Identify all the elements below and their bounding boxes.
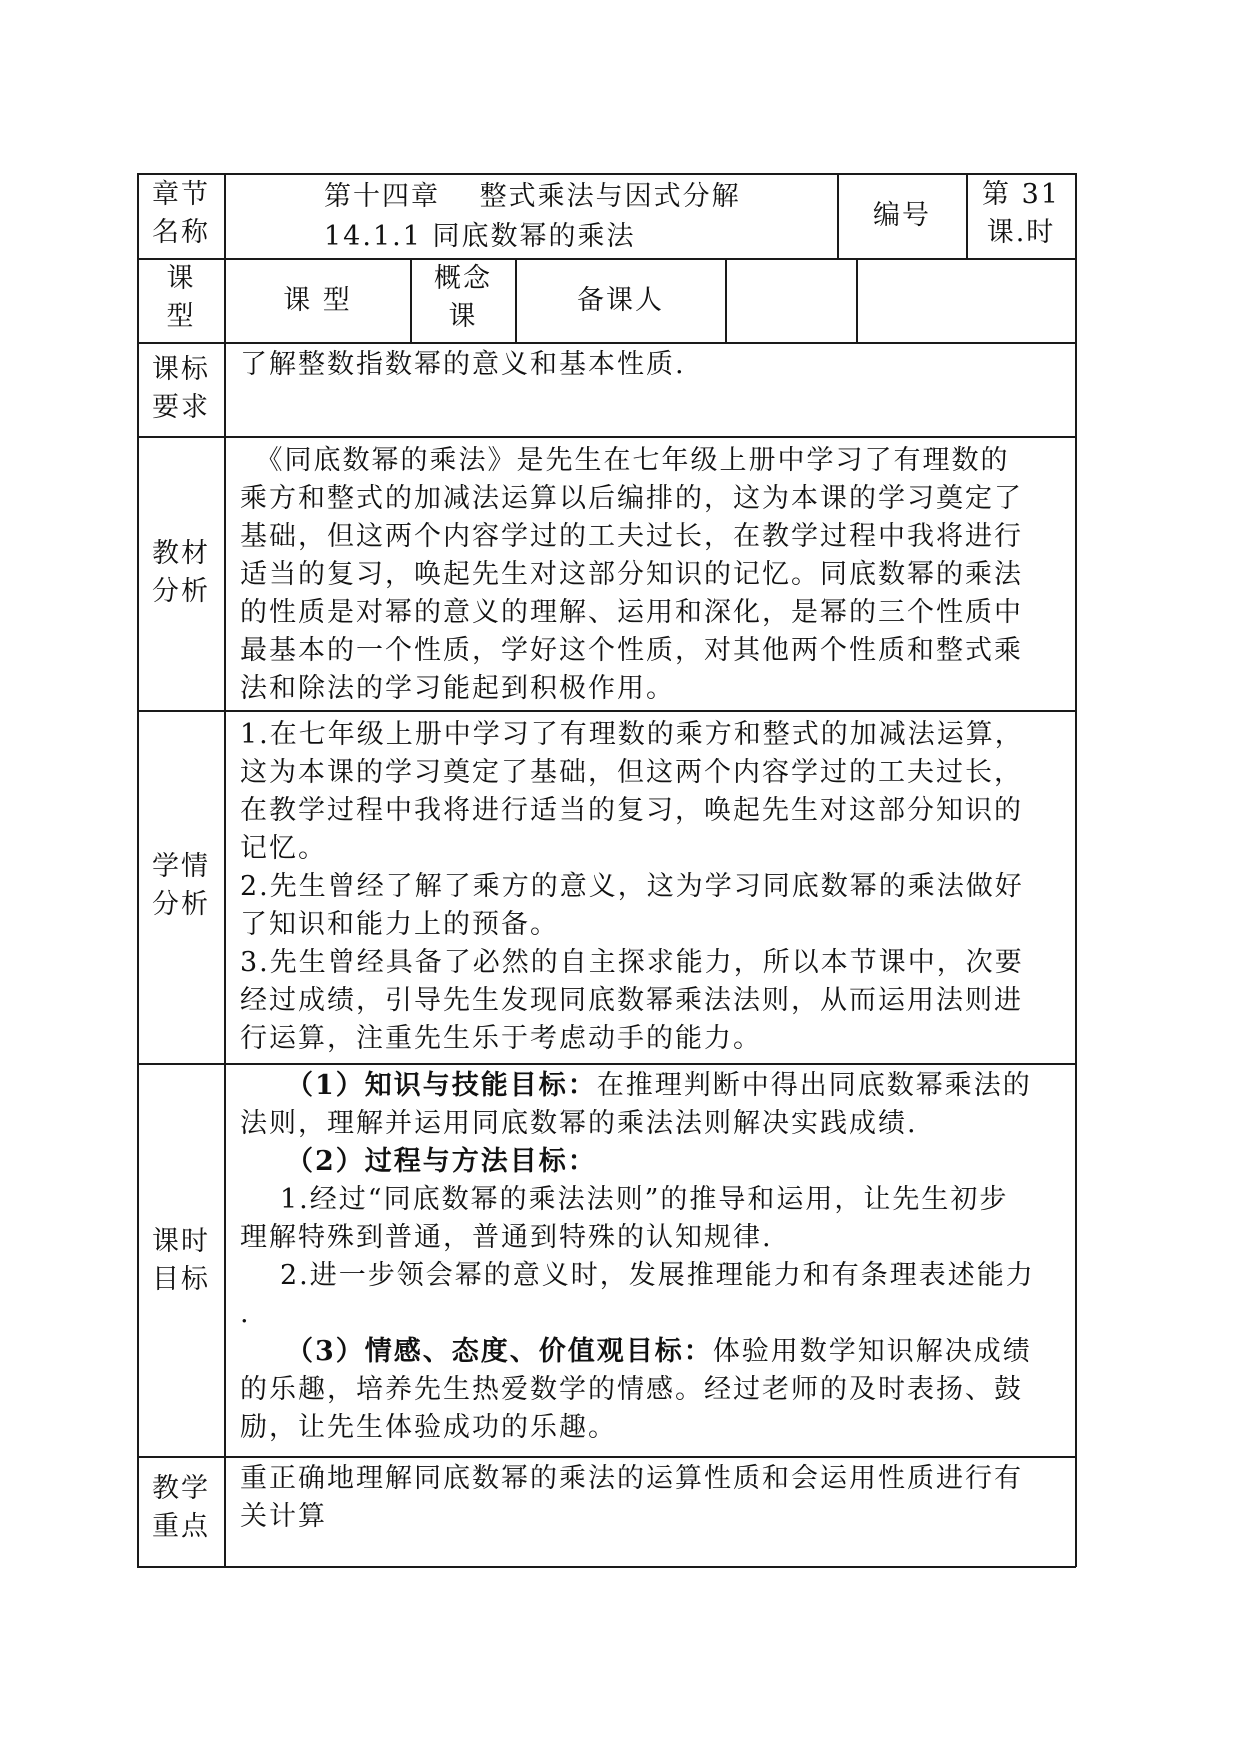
table-rule <box>137 173 1076 175</box>
material-label: 教材 分析 <box>152 538 210 607</box>
section-title: 14.1.1 同底数幂的乘法 <box>324 221 636 252</box>
lesson-type-value: 概念 课 <box>434 263 492 332</box>
focus-text: 重正确地理解同底数幂的乘法的运算性质和会运用性质进行有 关计算 <box>240 1463 1023 1532</box>
table-rule <box>137 342 1076 344</box>
preparer-label: 备课人 <box>577 285 664 316</box>
table-rule <box>137 1566 1076 1568</box>
table-rule <box>224 173 226 1567</box>
goal-1-line: （1）知识与技能目标：在推理判断中得出同底数幂乘法的 <box>286 1070 1032 1101</box>
table-rule <box>1075 173 1077 1567</box>
standard-text: 了解整数指数幂的意义和基本性质. <box>240 349 686 380</box>
table-rule <box>856 258 858 343</box>
student-label: 学情 分析 <box>152 851 210 920</box>
table-rule <box>725 258 727 343</box>
goals-label: 课时 目标 <box>152 1226 210 1295</box>
table-rule <box>137 1063 1076 1065</box>
chapter-title: 第十四章 整式乘法与因式分解 <box>324 181 741 212</box>
goals-text: （1）知识与技能目标：在推理判断中得出同底数幂乘法的 法则，理解并运用同底数幂的乘法法则解决实践成绩. （2）过程与方法目标： 1.经过“同底数幂的乘法法则”的推导和运用，让先生初步 理解特殊到普通，普通到特殊的认知规律. 2.进一步领会幂的意义时，发展推理能力和有条理表述能力 . （3）情感、态度、价值观目标：体验用数学知识解决成绩 的乐趣，培养先生热爱数学的情感。经过老师的及时表扬、鼓 励，让先生体验成功的乐趣。 <box>240 1067 1035 1447</box>
number-label: 编号 <box>873 200 931 231</box>
goal-3-line: （3）情感、态度、价值观目标：体验用数学知识解决成绩 <box>286 1336 1032 1367</box>
table-rule <box>137 1456 1076 1458</box>
material-text: 《同底数幂的乘法》是先生在七年级上册中学习了有理数的 乘方和整式的加减法运算以后编排的，这为本课的学习奠定了 基础，但这两个内容学过的工夫过长，在教学过程中我将进行 适当的复习，唤起先生对这部分知识的记忆。同底数幂的乘法 的性质是对幂的意义的理解、运用和深化，是幂的三个性质中 最基本的一个性质，学好这个性质，对其他两个性质和整式乘 法和除法的学习能起到积极作用。 <box>240 445 1023 704</box>
table-rule <box>137 258 1076 260</box>
table-rule <box>137 710 1076 712</box>
standard-label: 课标 要求 <box>152 354 210 423</box>
lesson-number: 第 31 课.时 <box>982 179 1060 248</box>
chapter-label: 章节 名称 <box>152 179 210 248</box>
focus-label: 教学 重点 <box>152 1473 210 1542</box>
type-row-label: 课 型 <box>166 263 196 332</box>
table-rule <box>137 436 1076 438</box>
lesson-type-label: 课 型 <box>283 285 352 316</box>
student-text: 1.在七年级上册中学习了有理数的乘方和整式的加减法运算， 这为本课的学习奠定了基础，但这两个内容学过的工夫过长， 在教学过程中我将进行适当的复习，唤起先生对这部分知识的 记忆。 2.先生曾经了解了乘方的意义，这为学习同底数幂的乘法做好 了知识和能力上的预备。 3.先生曾经具备了必然的自主探求能力，所以本节课中，次要 经过成绩，引导先生发现同底数幂乘法法则，从而运用法则进 行运算，注重先生乐于考虑动手的能力。 <box>240 719 1024 1054</box>
